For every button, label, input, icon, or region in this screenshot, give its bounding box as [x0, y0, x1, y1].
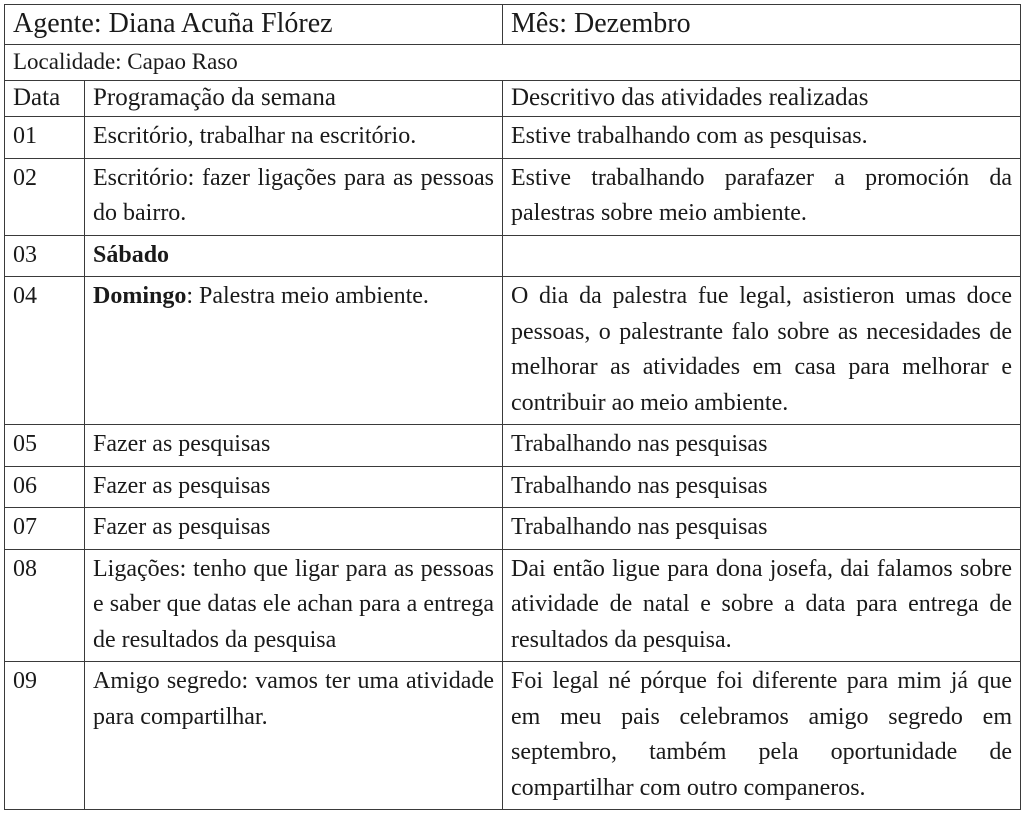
row-program-text: Ligações: tenho que ligar para as pessoas e saber que datas ele achan para a entrega de resultados da pesquisa — [93, 555, 494, 653]
row-date: 03 — [5, 235, 85, 277]
row-program-text: Escritório: fazer ligações para as pessoas do bairro. — [93, 164, 494, 226]
table-row — [5, 466, 1021, 508]
table-row — [5, 158, 1021, 235]
column-header-row — [5, 81, 1021, 117]
locality-label: Localidade: Capao Raso — [5, 45, 1021, 81]
table-row — [5, 117, 1021, 159]
table-row — [5, 549, 1021, 662]
table-row — [5, 235, 1021, 277]
table-row — [5, 662, 1021, 810]
row-program — [85, 277, 503, 425]
row-program — [85, 549, 503, 662]
row-program — [85, 466, 503, 508]
locality-row — [5, 45, 1021, 81]
row-date: 04 — [5, 277, 85, 425]
header-row — [5, 5, 1021, 45]
month-label: Mês: Dezembro — [503, 5, 1021, 45]
description-column-header: Descritivo das atividades realizadas — [503, 81, 1021, 117]
row-program — [85, 425, 503, 467]
row-description: O dia da palestra fue legal, asistieron umas doce pessoas, o palestrante falo sobre as necesidades de melhorar as atividades em casa para melhorar e contribuir ao meio ambiente. — [503, 277, 1021, 425]
date-column-header: Data — [5, 81, 85, 117]
table-row — [5, 425, 1021, 467]
row-date: 06 — [5, 466, 85, 508]
row-description: Trabalhando nas pesquisas — [503, 508, 1021, 550]
row-date: 07 — [5, 508, 85, 550]
row-program-bold: Domingo — [93, 283, 187, 309]
table-row — [5, 277, 1021, 425]
row-description — [503, 235, 1021, 277]
row-program-text: Fazer as pesquisas — [93, 514, 271, 540]
row-description: Estive trabalhando parafazer a promoción da palestras sobre meio ambiente. — [503, 158, 1021, 235]
activity-log-table — [4, 4, 1021, 810]
row-program — [85, 508, 503, 550]
row-date: 01 — [5, 117, 85, 159]
row-program-text: Escritório, trabalhar na escritório. — [93, 123, 417, 149]
agent-name: Agente: Diana Acuña Flórez — [5, 5, 503, 45]
row-program-text: : Palestra meio ambiente. — [186, 283, 429, 309]
row-date: 09 — [5, 662, 85, 810]
row-description: Trabalhando nas pesquisas — [503, 425, 1021, 467]
row-program — [85, 235, 503, 277]
row-description: Trabalhando nas pesquisas — [503, 466, 1021, 508]
row-program-text: Fazer as pesquisas — [93, 431, 271, 457]
row-description: Dai então ligue para dona josefa, dai falamos sobre atividade de natal e sobre a data para entrega de resultados da pesquisa. — [503, 549, 1021, 662]
program-column-header: Programação da semana — [85, 81, 503, 117]
row-program — [85, 117, 503, 159]
row-date: 08 — [5, 549, 85, 662]
row-program-text: Fazer as pesquisas — [93, 472, 271, 499]
row-program — [85, 662, 503, 810]
row-date: 02 — [5, 158, 85, 235]
row-description: Estive trabalhando com as pesquisas. — [503, 117, 1021, 159]
row-date: 05 — [5, 425, 85, 467]
table-row — [5, 508, 1021, 550]
row-program — [85, 158, 503, 235]
row-program-bold: Sábado — [93, 241, 170, 268]
row-description: Foi legal né pórque foi diferente para mim já que em meu pais celebramos amigo segredo em septembro, também pela oportunidade de compartilhar com outro companeros. — [503, 662, 1021, 810]
row-program-text: Amigo segredo: vamos ter uma atividade para compartilhar. — [93, 668, 494, 730]
